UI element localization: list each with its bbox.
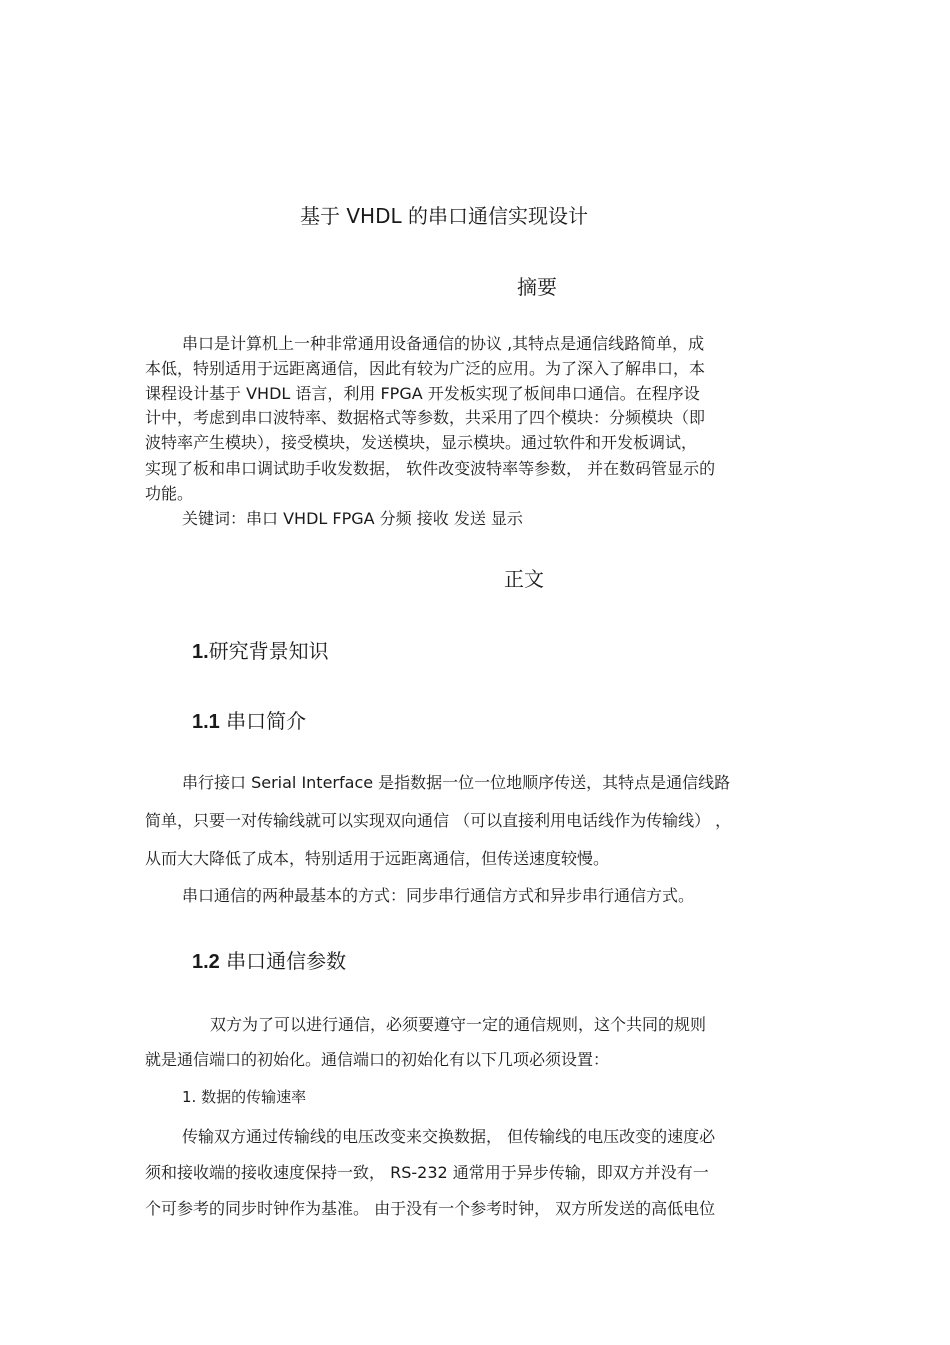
section-heading-1-2: [192, 945, 346, 974]
section-heading-1: [192, 635, 329, 664]
section-number: 1.2: [192, 951, 220, 973]
section-title: 串口简介: [219, 709, 307, 733]
abstract-heading: 摘要: [517, 275, 557, 299]
body-line: 简单，只要一对传输线就可以实现双向通信 （可以直接利用电话线作为传输线） ，: [145, 811, 732, 830]
body-line: 串行接口 Serial Interface 是指数据一位一位地顺序传送，其特点是通信线路: [182, 773, 731, 792]
section-title: 串口通信参数: [219, 949, 347, 973]
body-line: 个可参考的同步时钟作为基准。 由于没有一个参考时钟， 双方所发送的高低电位: [145, 1199, 716, 1218]
section-title: 研究背景知识: [208, 639, 329, 663]
abstract-line: 功能。: [145, 484, 194, 503]
body-heading: 正文: [504, 567, 544, 591]
abstract-line: 本低，特别适用于远距离通信，因此有较为广泛的应用。为了深入了解串口，本: [145, 359, 706, 378]
body-line: 就是通信端口的初始化。通信端口的初始化有以下几项必须设置：: [145, 1050, 610, 1069]
body-line: 双方为了可以进行通信，必须要遵守一定的通信规则，这个共同的规则: [210, 1015, 707, 1034]
body-line: 从而大大降低了成本，特别适用于远距离通信，但传送速度较慢。: [145, 849, 610, 868]
abstract-line: 串口是计算机上一种非常通用设备通信的协议 ,其特点是通信线路简单，成: [182, 334, 705, 353]
document-title: 基于 VHDL 的串口通信实现设计: [300, 204, 588, 228]
section-number: 1.: [192, 641, 209, 663]
list-item: 1. 数据的传输速率: [182, 1088, 307, 1106]
body-line: 传输双方通过传输线的电压改变来交换数据， 但传输线的电压改变的速度必: [182, 1127, 716, 1146]
keywords-line: 关键词：串口 VHDL FPGA 分频 接收 发送 显示: [182, 509, 523, 528]
section-heading-1-1: [192, 705, 306, 734]
abstract-line: 实现了板和串口调试助手收发数据， 软件改变波特率等参数， 并在数码管显示的: [145, 459, 716, 478]
abstract-line: 计中，考虑到串口波特率、数据格式等参数，共采用了四个模块：分频模块（即: [145, 408, 706, 427]
section-number: 1.1: [192, 711, 220, 733]
body-line: 须和接收端的接收速度保持一致， RS-232 通常用于异步传输，即双方并没有一: [145, 1163, 709, 1182]
abstract-line: 课程设计基于 VHDL 语言，利用 FPGA 开发板实现了板间串口通信。在程序设: [145, 384, 700, 403]
abstract-line: 波特率产生模块），接受模块，发送模块，显示模块。通过软件和开发板调试，: [145, 433, 698, 452]
body-line: 串口通信的两种最基本的方式：同步串行通信方式和异步串行通信方式。: [182, 886, 695, 905]
